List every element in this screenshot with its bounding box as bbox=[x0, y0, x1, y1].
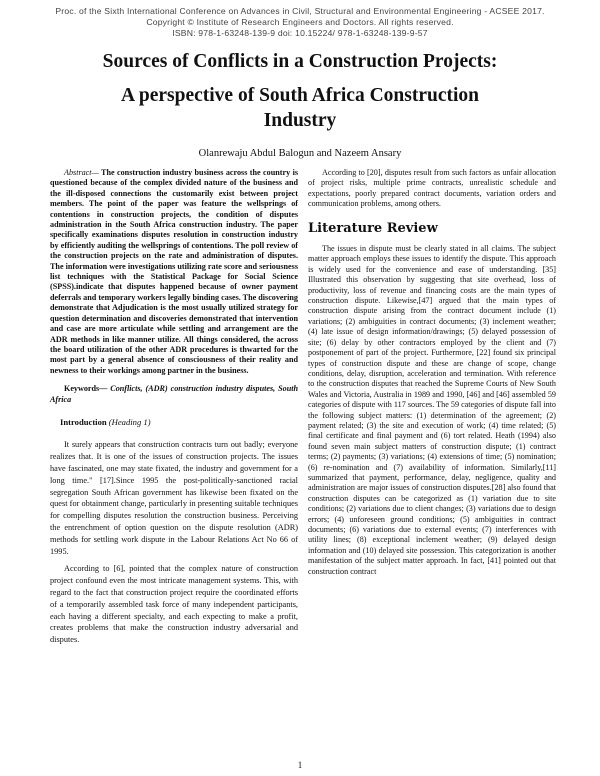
literature-review-paragraph: The issues in dispute must be clearly stated in all claims. The subject matter approach employs these issues to identify the dispute. This approach is widely used for the convenience and ease of understanding. [35] Illustrated this observation by suggesting that site overhead, loss of productivity, loss of revenue and financing costs are the main types of construction dispute. Likewise,[47] argued that the main types of construction dispute arising from the contract document include (1) variations; (2) ambiguities in contract documents; (3) inclement weather; (4) late issue of design information/drawings; (5) delayed possession of site; (6) delay by other contractors employed by the client and (7) postponement of part of the project. Furthermore, [22] found six principal types of construction dispute and these are change of scope, change conditions, delay, disruption, acceleration and termination. With reference to the construction disputes that reached the Supreme Courts of New South Wales and Victoria, Australia in 1989 and 1990, [46] and [46] assembled 59 categories of dispute with 117 sources. The 59 categories of dispute fall into the following subject matters: (1) determination of the agreement; (2) payment related; (3) the site and execution of work; (4) time related; (5) final certificate and final payment and (6) tort related. Heath (1994) also found seven main subject matters of construction dispute; (1) contract terms; (2) payments; (3) variations; (4) extensions of time; (5) nomination; (6) re-nomination and (7) availability of information. Similarly,[11] summarized that payment, performance, delay, negligence, quality and administration are major issues of construction disputes.[28] also found that construction disputes can be categorized as (1) variation due to site conditions; (2) variations due to client changes; (3) variations due to design errors; (4) unforeseen ground conditions; (5) ambiguities in contract documents; (6) variations due to external events; (7) interferences with utility lines; (8) exceptional inclement weather; (9) delayed design information and (10) delayed site possession. This categorization is another manifestation of the subject matter approach. In fact, [41] pointed out that construction contract bbox=[308, 244, 556, 576]
right-column bbox=[308, 168, 556, 583]
isbn-doi-line: ISBN: 978-1-63248-139-9 doi: 10.15224/ 978-1-63248-139-9-57 bbox=[172, 28, 428, 38]
introduction-paragraph-2: According to [6], pointed that the complex nature of construction project confound even the most intricate management systems. This, with regard to the fact that construction project require the coordinated efforts of a temporarily assembled task force of many independent participants, each having a different specialty, and each expecting to make a profit, creates problems that make the construction industry adversarial and disputes. bbox=[50, 564, 298, 645]
proceedings-header: Proc. of the Sixth International Conference on Advances in Civil, Structural and Environmental Engineering - ACSEE 2017. bbox=[55, 6, 545, 16]
abstract-label: Abstract— bbox=[64, 168, 99, 177]
copyright-line: Copyright © Institute of Research Engineers and Doctors. All rights reserved. bbox=[146, 17, 454, 27]
abstract bbox=[50, 168, 298, 376]
paper-title-line-3: Industry bbox=[263, 110, 337, 131]
paper-title-line-2: A perspective of South Africa Construction bbox=[120, 85, 480, 106]
introduction-heading-note: (Heading 1) bbox=[108, 416, 151, 427]
literature-review-heading: Literature Review bbox=[308, 220, 438, 236]
keywords bbox=[50, 384, 298, 405]
paper-title-line-1: Sources of Conflicts in a Construction Projects: bbox=[102, 51, 498, 72]
page-number: 1 bbox=[297, 760, 303, 770]
keywords-text: Conflicts, (ADR) construction industry disputes, South Africa bbox=[50, 384, 298, 404]
authors: Olanrewaju Abdul Balogun and Nazeem Ansary bbox=[198, 148, 402, 159]
right-paragraph-1: According to [20], disputes result from such factors as unfair allocation of project risks, multiple prime contracts, unrealistic schedule and expectations, poorly prepared contract documents, variation orders and communication problems, among others. bbox=[308, 168, 556, 209]
introduction-heading bbox=[60, 417, 298, 427]
left-column bbox=[50, 168, 298, 652]
abstract-text: The construction industry business across the country is questioned because of the complex divided nature of the business and the ill-disposed connections the customarily exist between project members. The point of the paper was feature the wellsprings of contentions in construction projects, the condition of disputes administration in the South Africa construction industry. The paper specifically examinations disputes resolution in construction industry by efficiently auditing the wellsprings of contentions. The poll review of the construction projects on the rate and administration of disputes. The information were investigations utilizing rate score and seriousness list techniques with the Statistical Package for Social Science (SPSS).indicate that disputes happened because of owner payment deferrals and temporary workers legally binding cases. The discovering demonstrate that Adjudication is the most usually utilized strategy for question determination and discoveries demonstrated that intervention and case are more articulate while settling and arrangement are the ADR methods in like manner utilize. All things considered, the across the board utilization of the other ADR procedures is thwarted for the most part by a general absence of consciousness of their reality and newness to their workings among partner in the business. bbox=[50, 168, 298, 375]
introduction-paragraph-1: It surely appears that construction contracts turn out badly; everyone realizes that. It is one of the issues of construction projects. The issues have fascinated, one may state fixated, the industry and government for a long time." [17].Since 1995 the post-politically-sanctioned racial segregation South African government has likewise been fixated on the quest for obtainment change, particularly in presenting suitable techniques for compelling disputes resolution the construction business. Perceiving the entrenchment of option question on the dispute resolution (ADR) methods for settling work dispute in the Labour Relations Act No 66 of 1995. bbox=[50, 440, 298, 556]
keywords-label: Keywords— bbox=[64, 384, 108, 394]
introduction-heading-text: Introduction bbox=[60, 416, 109, 427]
